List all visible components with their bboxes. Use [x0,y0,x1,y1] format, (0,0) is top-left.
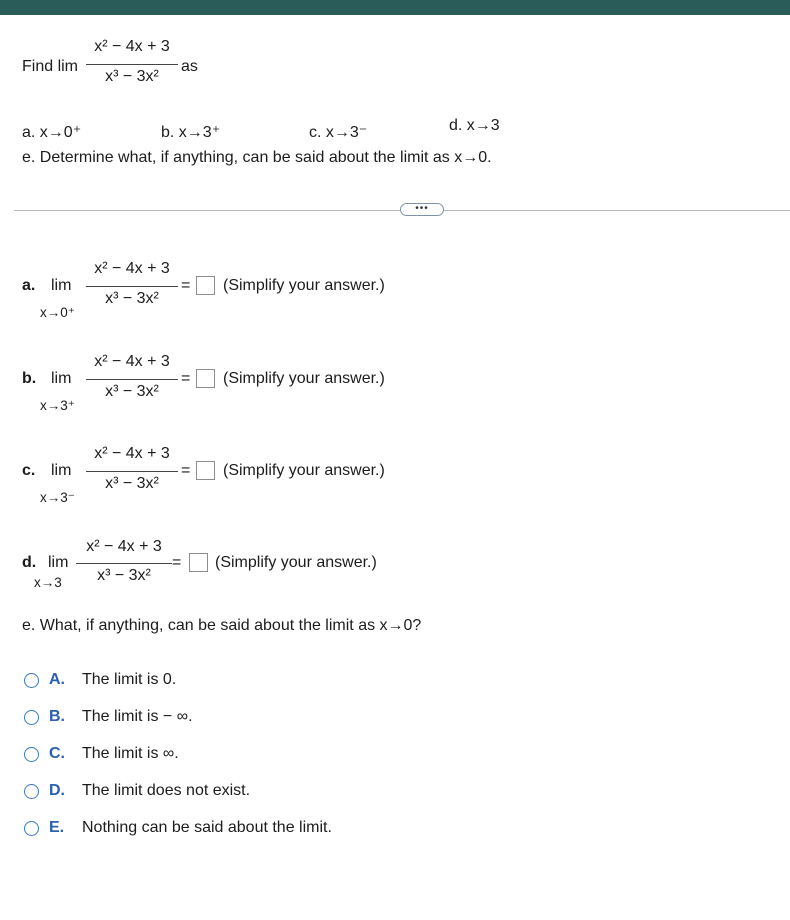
answer-c-lim: lim [51,462,72,479]
answer-a-equals: = [181,277,191,294]
part-a-label: a. x→0⁺ [22,124,82,141]
question-fraction [86,38,178,94]
top-bar [0,0,790,15]
answer-c-numerator: x² − 4x + 3 [94,445,170,462]
answer-b-hint: (Simplify your answer.) [223,370,385,387]
part-b-label: b. x→3⁺ [161,124,221,141]
option-b-letter: B. [49,708,65,725]
answer-b-numerator: x² − 4x + 3 [94,353,170,370]
part-d-label: d. x→3 [449,117,500,134]
answer-d-input[interactable] [189,553,208,572]
find-label: Find lim [22,58,79,75]
answer-a-input[interactable] [196,276,215,295]
answer-b-fraction [86,353,178,409]
option-d-radio[interactable] [24,784,39,799]
answer-c-approach: x→3⁻ [40,490,75,505]
numerator: x² − 4x + 3 [94,38,170,55]
answer-c-label: c. [22,462,36,479]
answer-a-numerator: x² − 4x + 3 [94,260,170,277]
option-d-text: The limit does not exist. [82,782,251,799]
answer-c-input[interactable] [196,461,215,480]
answer-c-denominator: x³ − 3x² [105,475,159,492]
answer-b-lim: lim [51,370,72,387]
as-label: as [181,58,198,75]
answer-c-hint: (Simplify your answer.) [223,462,385,479]
option-b-text: The limit is − ∞. [82,708,193,725]
answer-d-label: d. [22,554,37,571]
answer-a-hint: (Simplify your answer.) [223,277,385,294]
option-e-text: Nothing can be said about the limit. [82,819,332,836]
option-e-letter: E. [49,819,65,836]
option-a-letter: A. [49,671,65,688]
denominator: x³ − 3x² [105,68,159,85]
answer-d-lim: lim [48,554,69,571]
more-button[interactable]: ••• [400,203,444,216]
answer-a-label: a. [22,277,36,294]
answer-d-denominator: x³ − 3x² [97,567,151,584]
answer-d-equals: = [172,554,182,571]
option-c-letter: C. [49,745,65,762]
answer-d-hint: (Simplify your answer.) [215,554,377,571]
part-c-label: c. x→3⁻ [309,124,368,141]
option-b-radio[interactable] [24,710,39,725]
answer-b-denominator: x³ − 3x² [105,383,159,400]
answer-c-equals: = [181,462,191,479]
answer-a-approach: x→0⁺ [40,305,75,320]
answer-b-approach: x→3⁺ [40,398,75,413]
answer-b-label: b. [22,370,37,387]
option-c-text: The limit is ∞. [82,745,179,762]
answer-b-input[interactable] [196,369,215,388]
option-c-radio[interactable] [24,747,39,762]
answer-d-numerator: x² − 4x + 3 [86,538,162,555]
answer-b-equals: = [181,370,191,387]
answer-a-denominator: x³ − 3x² [105,290,159,307]
answer-a-lim: lim [51,277,72,294]
option-a-radio[interactable] [24,673,39,688]
option-d-letter: D. [49,782,65,799]
part-e-label: e. Determine what, if anything, can be said about the limit as x→0. [22,149,492,166]
answer-a-fraction [86,260,178,316]
option-e-radio[interactable] [24,821,39,836]
answer-d-approach: x→3 [34,575,62,590]
option-a-text: The limit is 0. [82,671,177,688]
answer-c-fraction [86,445,178,501]
part-e-question: e. What, if anything, can be said about the limit as x→0? [22,617,422,634]
answer-d-fraction [76,538,172,594]
